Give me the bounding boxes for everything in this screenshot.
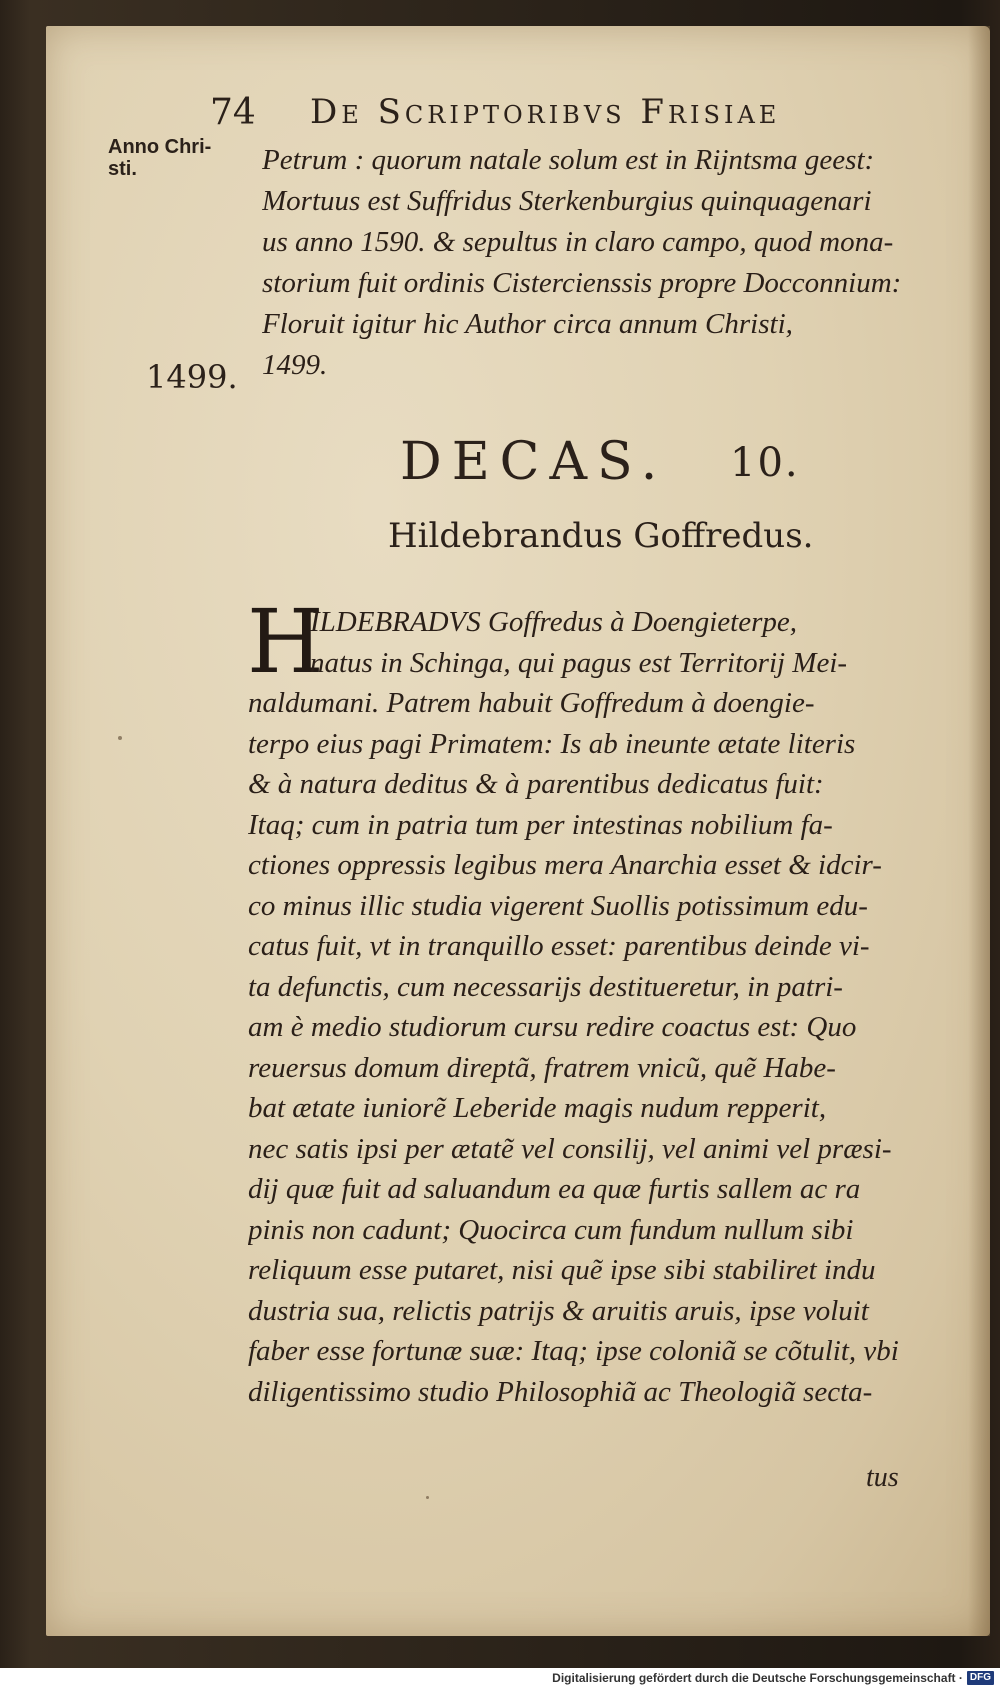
margin-note-anno-christi xyxy=(108,136,248,180)
text-line: faber esse fortunæ suæ: Itaq; ipse coloniã se cõtulit, vbi xyxy=(248,1335,899,1367)
text-line: ctiones oppressis legibus mera Anarchia esset & idcir- xyxy=(248,849,882,881)
text-line: pinis non cadunt; Quocirca cum fundum nullum sibi xyxy=(248,1213,854,1246)
author-heading: Hildebrandus Goffredus. xyxy=(388,516,814,556)
text-line: Itaq; cum in patria tum per intestinas nobilium fa- xyxy=(248,808,833,841)
text-line: storium fuit ordinis Cistercienssis propre Docconnium: xyxy=(262,267,902,299)
text-line: bat ætate iuniorẽ Leberide magis nudum repperit, xyxy=(248,1092,827,1124)
text-line: 1499. xyxy=(262,349,328,381)
body-paragraph xyxy=(247,590,938,1412)
text-line: diligentissimo studio Philosophiã ac Theologiã secta- xyxy=(248,1375,873,1408)
footer-credit: Digitalisierung gefördert durch die Deutsche Forschungsgemeinschaft · xyxy=(552,1671,963,1685)
top-paragraph xyxy=(262,140,932,386)
paper-speck xyxy=(118,736,122,740)
text-line: ILDEBRADVS Goffredus à Doengieterpe, xyxy=(310,606,797,638)
text-line: reliquum esse putaret, nisi quẽ ipse sibi stabiliret indu xyxy=(248,1254,876,1286)
text-line: nec satis ipsi per ætatẽ vel consilij, vel animi vel præsi- xyxy=(248,1132,892,1165)
section-number: 10. xyxy=(730,440,800,486)
text-line: ta defunctis, cum necessarijs destitueretur, in patri- xyxy=(248,970,843,1003)
text-line: dij quæ fuit ad saluandum ea quæ furtis sallem ac ra xyxy=(248,1173,861,1205)
text-line: & à natura deditus & à parentibus dedicatus fuit: xyxy=(248,768,824,800)
text-line: catus fuit, vt in tranquillo esset: parentibus deinde vi- xyxy=(248,930,870,962)
page-number: 74 xyxy=(210,92,256,133)
text-line: terpo eius pagi Primatem: Is ab ineunte ætate literis xyxy=(248,727,856,760)
digitization-footer xyxy=(0,1668,1000,1688)
page-edge-shadow xyxy=(968,26,990,1636)
margin-note-text: Anno Chri- sti. xyxy=(108,136,212,180)
catchword: tus xyxy=(866,1462,899,1493)
text-line: natus in Schinga, qui pagus est Territorij Mei- xyxy=(310,646,848,679)
section-heading-decas: DECAS. xyxy=(400,432,668,492)
text-line: Mortuus est Suffridus Sterkenburgius quinquagenari xyxy=(262,185,872,217)
text-line: am è medio studiorum cursu redire coactus est: Quo xyxy=(248,1011,857,1043)
drop-cap-initial: H xyxy=(247,590,324,693)
margin-year: 1499. xyxy=(146,358,238,396)
text-line: Petrum : quorum natale solum est in Rijntsma geest: xyxy=(262,144,875,176)
paper-speck xyxy=(426,1496,429,1499)
text-line: reuersus domum direptã, fratrem vnicũ, quẽ Habe- xyxy=(248,1051,836,1084)
text-line: dustria sua, relictis patrijs & aruitis aruis, ipse voluit xyxy=(248,1294,869,1327)
text-line: co minus illic studia vigerent Suollis potissimum edu- xyxy=(248,889,868,922)
text-line: naldumani. Patrem habuit Goffredum à doengie- xyxy=(248,687,815,719)
dfg-logo-icon: DFG xyxy=(967,1671,994,1685)
running-head xyxy=(210,92,950,140)
text-line: Floruit igitur hic Author circa annum Christi, xyxy=(262,308,793,340)
text-line: us anno 1590. & sepultus in claro campo, quod mona- xyxy=(262,226,894,258)
running-title: De Scriptoribvs Frisiae xyxy=(310,92,781,132)
